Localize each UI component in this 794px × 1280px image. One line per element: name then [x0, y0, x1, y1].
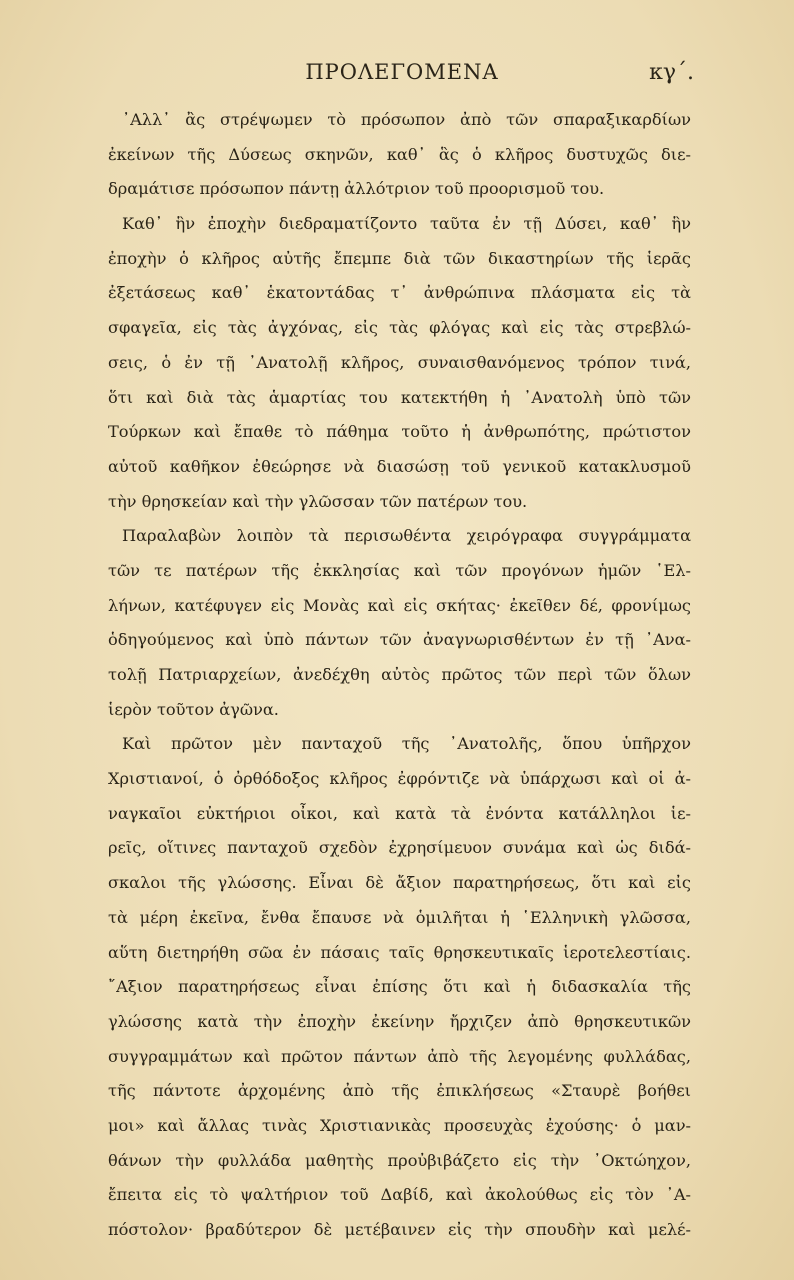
text-line: Καθ᾿ ἣν ἐποχὴν διεδραματίζοντο ταῦτα ἐν τῇ Δύσει, καθ᾿ ἣν	[122, 214, 691, 234]
text-line: τὴν θρησκείαν καὶ τὴν γλῶσσαν τῶν πατέρων του.	[108, 491, 528, 511]
text-line: ἐκείνων τῆς Δύσεως σκηνῶν, καθ᾿ ἃς ὁ κλῆρος δυστυχῶς διε-	[108, 144, 691, 164]
text-line: συγγραμμάτων καὶ πρῶτον πάντων ἀπὸ τῆς λεγομένης φυλλάδας,	[108, 1046, 691, 1066]
text-line: ναγκαῖοι εὐκτήριοι οἶκοι, καὶ κατὰ τὰ ἐνόντα κατάλληλοι ἱε-	[108, 803, 691, 823]
text-line: ἔπειτα εἰς τὸ ψαλτήριον τοῦ Δαβίδ, καὶ ἀκολούθως εἰς τὸν ᾿Α-	[108, 1185, 691, 1205]
body-text	[108, 103, 691, 1248]
text-line: αὕτη διετηρήθη σῶα ἐν πάσαις ταῖς θρησκευτικαῖς ἱεροτελεστίαις.	[108, 942, 691, 962]
text-line: ἱερὸν τοῦτον ἀγῶνα.	[108, 699, 279, 719]
text-line: σεις, ὁ ἐν τῇ ᾿Ανατολῇ κλῆρος, συναισθανόμενος τρόπον τινά,	[108, 352, 691, 372]
text-line: Χριστιανοί, ὁ ὀρθόδοξος κλῆρος ἐφρόντιζε νὰ ὑπάρχωσι καὶ οἱ ἀ-	[108, 769, 691, 789]
text-line: σφαγεῖα, εἰς τὰς ἀγχόνας, εἰς τὰς φλόγας καὶ εἰς τὰς στρεβλώ-	[108, 318, 691, 338]
text-line: μοι» καὶ ἄλλας τινὰς Χριστιανικὰς προσευχὰς ἐχούσης· ὁ μαν-	[108, 1115, 691, 1135]
text-line: ὁδηγούμενος καὶ ὑπὸ πάντων τῶν ἀναγνωρισθέντων ἐν τῇ ᾿Ανα-	[108, 630, 691, 650]
text-line: σκαλοι τῆς γλώσσης. Εἶναι δὲ ἄξιον παρατηρήσεως, ὅτι καὶ εἰς	[108, 873, 691, 893]
text-line: τολῇ Πατριαρχείων, ἀνεδέχθη αὐτὸς πρῶτος τῶν περὶ τῶν ὅλων	[108, 665, 691, 684]
text-line: λήνων, κατέφυγεν εἰς Μονὰς καὶ εἰς σκήτας· ἐκεῖθεν δέ, φρονίμως	[108, 595, 691, 615]
text-line: ἐξετάσεως καθ᾿ ἑκατοντάδας τ᾿ ἀνθρώπινα πλάσματα εἰς τὰ	[108, 283, 691, 303]
text-line: ὅτι καὶ διὰ τὰς ἁμαρτίας του κατεκτήθη ἡ ᾿Ανατολὴ ὑπὸ τῶν	[108, 387, 691, 407]
text-line: αὐτοῦ καθῆκον ἐθεώρησε νὰ διασώσῃ τοῦ γενικοῦ κατακλυσμοῦ	[108, 456, 691, 476]
page-number: κγ΄.	[649, 60, 694, 85]
text-line: ᾿Αλλ᾿ ἂς στρέψωμεν τὸ πρόσωπον ἀπὸ τῶν σπαραξικαρδίων	[122, 110, 691, 129]
text-line: τῶν τε πατέρων τῆς ἐκκλησίας καὶ τῶν προγόνων ἡμῶν ῾Ελ-	[108, 560, 691, 580]
text-line: ἐποχὴν ὁ κλῆρος αὐτῆς ἔπεμπε διὰ τῶν δικαστηρίων τῆς ἱερᾶς	[108, 248, 691, 268]
text-line: γλώσσης κατὰ τὴν ἐποχὴν ἐκείνην ἤρχιζεν ἀπὸ θρησκευτικῶν	[108, 1011, 691, 1031]
text-line: τὰ μέρη ἐκεῖνα, ἔνθα ἔπαυσε νὰ ὁμιλῆται ἡ ῾Ελληνικὴ γλῶσσα,	[108, 907, 691, 927]
running-head: ΠΡΟΛΕΓΟΜΕΝΑ	[305, 60, 499, 84]
page-header	[110, 60, 694, 90]
text-line: τῆς πάντοτε ἀρχομένης ἀπὸ τῆς ἐπικλήσεως «Σταυρὲ βοήθει	[108, 1081, 691, 1101]
text-line: πόστολον· βραδύτερον δὲ μετέβαινεν εἰς τὴν σπουδὴν καὶ μελέ-	[108, 1220, 691, 1239]
text-line: ρεῖς, οἵτινες πανταχοῦ σχεδὸν ἐχρησίμευον συνάμα καὶ ὡς διδά-	[108, 838, 691, 858]
text-line: Τούρκων καὶ ἔπαθε τὸ πάθημα τοῦτο ἡ ἀνθρωπότης, πρώτιστον	[108, 422, 691, 442]
text-line: Καὶ πρῶτον μὲν πανταχοῦ τῆς ᾿Ανατολῆς, ὅπου ὑπῆρχον	[122, 734, 691, 754]
text-line: ῎Αξιον παρατηρήσεως εἶναι ἐπίσης ὅτι καὶ ἡ διδασκαλία τῆς	[108, 977, 691, 997]
text-line: θάνων τὴν φυλλάδα μαθητὴς προὐβιβάζετο εἰς τὴν ᾿Οκτώηχον,	[108, 1150, 691, 1170]
text-line: Παραλαβὼν λοιπὸν τὰ περισωθέντα χειρόγραφα συγγράμματα	[122, 526, 691, 546]
text-line: δραμάτισε πρόσωπον πάντῃ ἀλλότριον τοῦ προορισμοῦ του.	[108, 179, 605, 199]
